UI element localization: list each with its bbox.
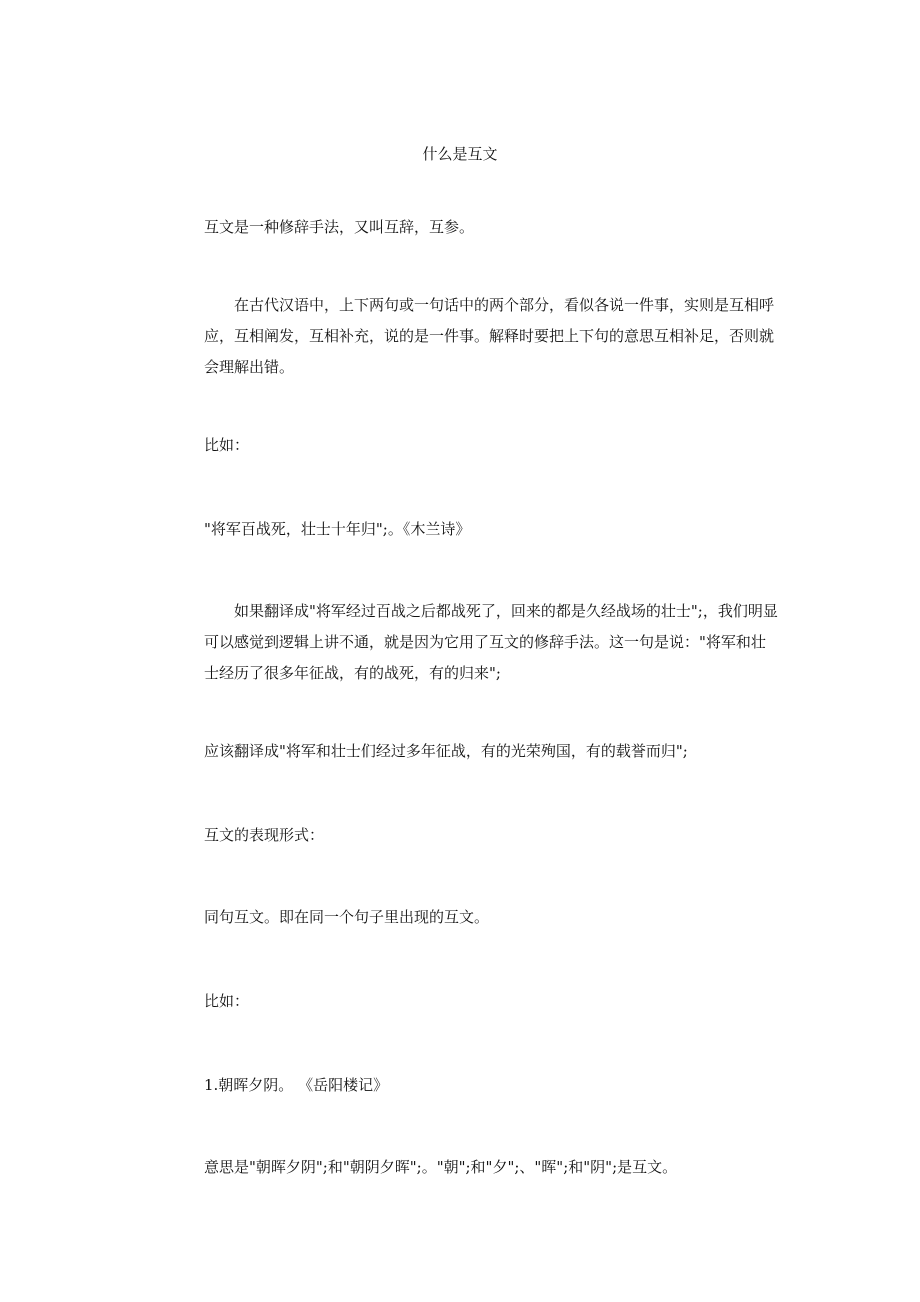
paragraph-example-1: 1.朝晖夕阴。 《岳阳楼记》 [204,1076,389,1094]
paragraph-translation-right: 应该翻译成"将军和壮士们经过多年征战，有的光荣殉国，有的载誉而归"; [204,742,688,760]
paragraph-definition: 互文是一种修辞手法，又叫互辞，互参。 [204,218,475,236]
paragraph-explanation: 在古代汉语中，上下两句或一句话中的两个部分，看似各说一件事，实则是互相呼应，互相阐发，互相补充，说的是一件事。解释时要把上下句的意思互相补足，否则就会理解出错。 [204,296,775,376]
paragraph-example-1-meaning: 意思是"朝晖夕阴";和"朝阴夕晖";。"朝";和"夕";、"晖";和"阴";是互文。 [204,1158,678,1176]
paragraph-translation-wrong: 如果翻译成"将军经过百战之后都战死了，回来的都是久经战场的壮士";，我们明显可以感觉到逻辑上讲不通，就是因为它用了互文的修辞手法。这一句是说："将军和壮士经历了很多年征战，有的战死，有的归来"; [204,602,778,682]
document-title: 什么是互文 [422,145,498,163]
paragraph-example-intro: 比如： [204,436,250,454]
paragraph-forms-heading: 互文的表现形式： [204,826,325,844]
paragraph-same-sentence: 同句互文。即在同一个句子里出现的互文。 [204,908,490,926]
paragraph-example-intro-2: 比如： [204,992,250,1010]
paragraph-example-quote: "将军百战死，壮士十年归";。《木兰诗》 [204,520,471,538]
